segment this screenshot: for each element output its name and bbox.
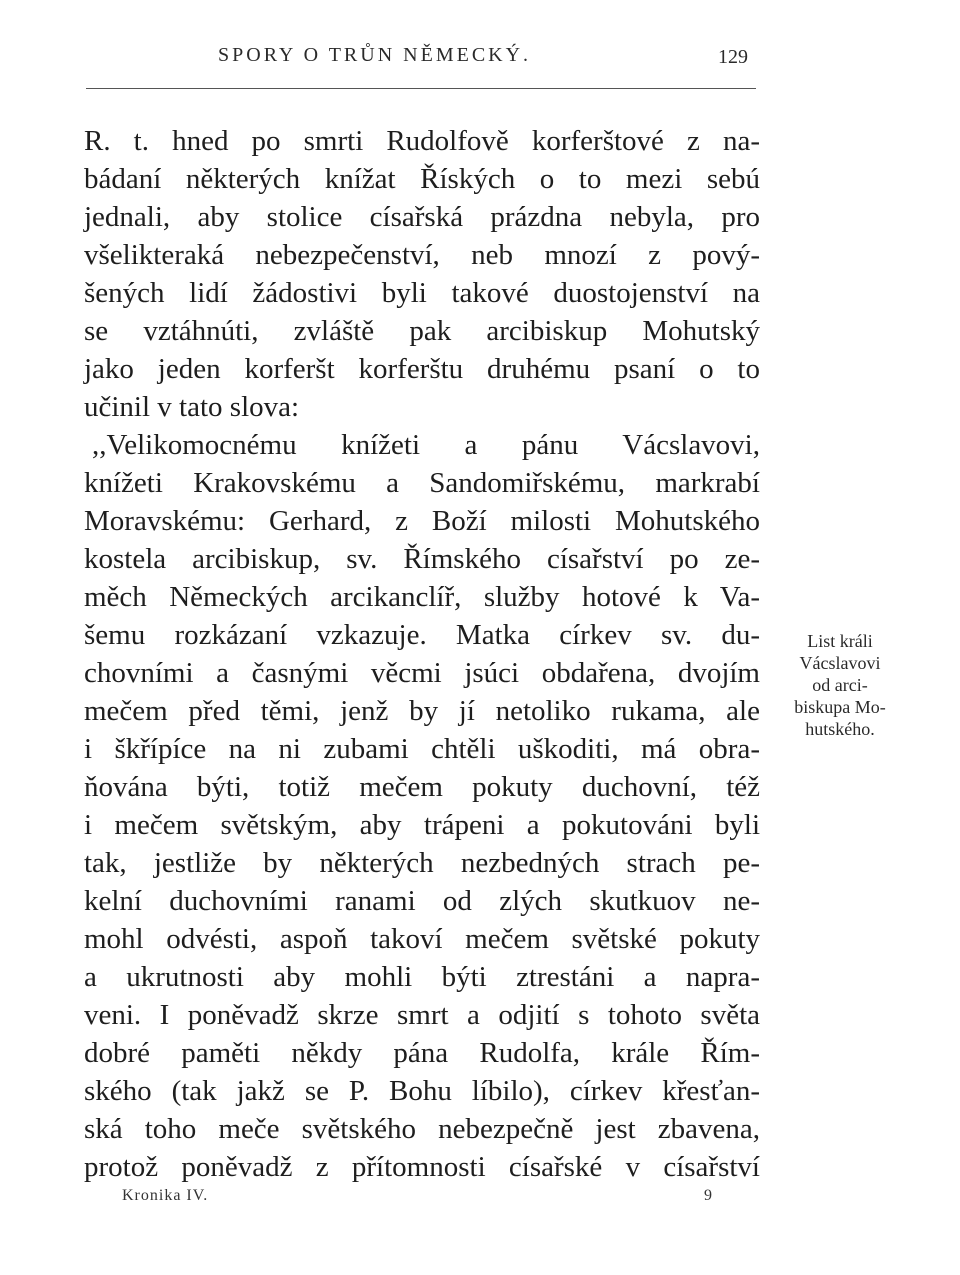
marginal-note-line: od arci- <box>812 675 868 695</box>
text-line: jako jeden korferšt korferštu druhému psaní o to <box>84 353 760 385</box>
marginal-note-line: hutského. <box>805 719 875 739</box>
text-line: ská toho meče světského nebezpečně jest zbavena, <box>84 1113 760 1145</box>
text-line: a ukrutnosti aby mohli býti ztrestáni a napra- <box>84 961 760 993</box>
text-line: chovními a časnými věcmi jsúci obdařena, dvojím <box>84 657 760 689</box>
text-line: bádaní některých knížat Říských o to mezi sebú <box>84 163 760 195</box>
text-line: učinil v tato slova: <box>84 391 300 423</box>
text-line: ského (tak jakž se P. Bohu líbilo), církev křesťan- <box>84 1075 760 1107</box>
header-rule <box>86 88 756 89</box>
text-line: šemu rozkázaní vzkazuje. Matka církev sv. du- <box>84 619 760 651</box>
page-number: 129 <box>718 46 748 68</box>
text-line: tak, jestliže by některých nezbedných strach pe- <box>84 847 760 879</box>
marginal-note <box>770 630 910 740</box>
text-line: měch Německých arcikanclíř, služby hotové k Va- <box>84 581 760 613</box>
text-line: dobré paměti někdy pána Rudolfa, krále Řím- <box>84 1037 760 1069</box>
marginal-note-line: Vácslavovi <box>799 653 881 673</box>
footer-signature-number: 9 <box>704 1187 712 1204</box>
text-line: i škřípíce na ni zubami chtěli uškoditi, má obra- <box>84 733 760 765</box>
marginal-note-line: biskupa Mo- <box>794 697 886 717</box>
text-line: i mečem světským, aby trápeni a pokutováni byli <box>84 809 760 841</box>
running-head: SPORY O TRŮN NĚMECKÝ. <box>218 44 532 66</box>
text-line: jednali, aby stolice císařská prázdna nebyla, pro <box>84 201 760 233</box>
text-line: veni. I poněvadž skrze smrt a odjití s tohoto světa <box>84 999 760 1031</box>
text-line: R. t. hned po smrti Rudolfově korferštové z na- <box>84 125 760 157</box>
text-line: mohl odvésti, aspoň takoví mečem světské pokuty <box>84 923 760 955</box>
text-line: ,,Velikomocnému knížeti a pánu Vácslavovi, <box>92 429 760 461</box>
text-line: Moravskému: Gerhard, z Boží milosti Mohutského <box>84 505 760 537</box>
text-line: se vztáhnúti, zvláště pak arcibiskup Mohutský <box>84 315 760 347</box>
text-line: mečem před těmi, jenž by jí netoliko rukama, ale <box>84 695 760 727</box>
marginal-note-line: List králi <box>807 631 873 651</box>
text-line: protož poněvadž z přítomnosti císařské v císařství <box>84 1151 760 1183</box>
text-line: šených lidí žádostivi byli takové duostojenství na <box>84 277 760 309</box>
footer-signature: Kronika IV. <box>122 1187 209 1204</box>
text-line: ňována býti, totiž mečem pokuty duchovní, též <box>84 771 760 803</box>
text-line: všelikteraká nebezpečenství, neb mnozí z pový- <box>84 239 760 271</box>
text-line: kostela arcibiskup, sv. Římského císařství po ze- <box>84 543 760 575</box>
body-text <box>84 122 760 1186</box>
text-line: kelní duchovními ranami od zlých skutkuov ne- <box>84 885 760 917</box>
text-line: knížeti Krakovskému a Sandomiřskému, markrabí <box>84 467 760 499</box>
